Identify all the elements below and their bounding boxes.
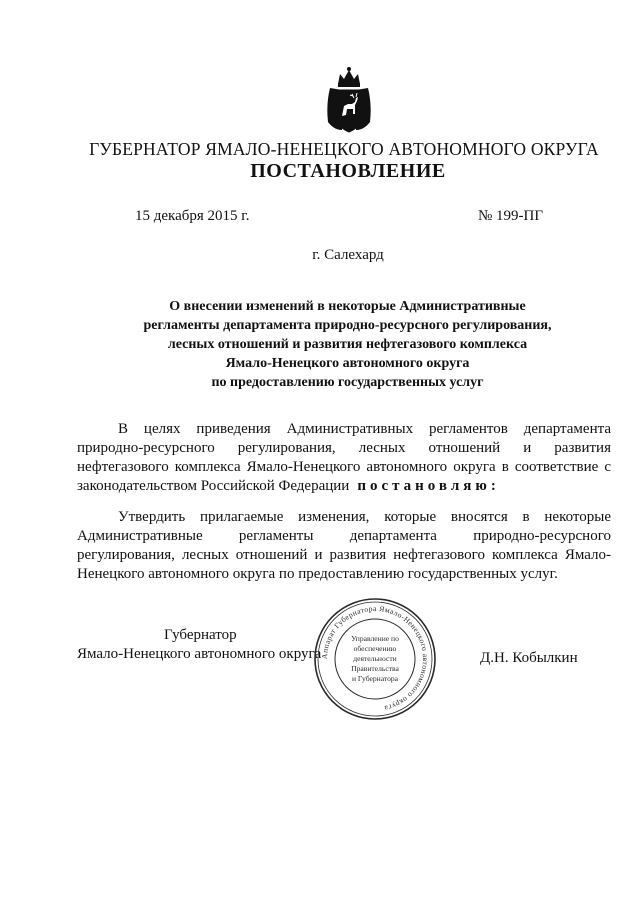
- paragraph-line: нефтегазового комплекса Ямало-Ненецкого автономного округа в соответствие с: [77, 459, 611, 475]
- document-heading: [60, 297, 635, 392]
- document-type: ПОСТАНОВЛЕНИЕ: [250, 160, 446, 182]
- document-city: г. Салехард: [312, 247, 384, 263]
- paragraph-line: Административные регламенты департамента природно-ресурсного: [77, 528, 611, 544]
- coat-of-arms-icon: [324, 64, 374, 136]
- stamp-text-line: Управление по: [351, 634, 399, 643]
- official-stamp: [313, 597, 437, 721]
- stamp-text-line: деятельности: [353, 654, 397, 663]
- stamp-text-line: и Губернатора: [351, 674, 399, 683]
- heading-line: лесных отношений и развития нефтегазового комплекса: [167, 337, 528, 352]
- signatory-title: Губернатор: [164, 627, 237, 643]
- paragraph-line: Ненецкого автономного округа по предоставлению государственных услуг.: [77, 566, 558, 582]
- paragraph-text: законодательством Российской Федерации: [77, 478, 350, 494]
- paragraph-line: регулирования, лесных отношений и развития нефтегазового комплекса Ямало-: [77, 547, 611, 563]
- preamble-paragraph: [77, 420, 611, 496]
- stamp-ring-text: Аппарат Губернатора Ямало-Ненецкого автономного округа: [319, 603, 431, 714]
- document-date: 15 декабря 2015 г.: [135, 208, 250, 224]
- decree-word: постановляю:: [357, 478, 500, 494]
- signatory-organization: Ямало-Ненецкого автономного округа: [77, 646, 322, 662]
- paragraph-line: Утвердить прилагаемые изменения, которые вносятся в некоторые: [118, 509, 611, 525]
- heading-line: по предоставлению государственных услуг: [211, 375, 484, 390]
- heading-line: Ямало-Ненецкого автономного округа: [225, 356, 470, 371]
- stamp-text-line: обеспечению: [353, 644, 397, 653]
- decision-paragraph: [77, 508, 611, 584]
- stamp-text-line: Правительства: [351, 664, 399, 673]
- heading-line: О внесении изменений в некоторые Административные: [169, 299, 526, 314]
- document-number: № 199-ПГ: [478, 208, 544, 224]
- paragraph-line: В целях приведения Административных регламентов департамента: [118, 421, 611, 437]
- organization-title: ГУБЕРНАТОР ЯМАЛО-НЕНЕЦКОГО АВТОНОМНОГО ОКРУГА: [89, 139, 599, 159]
- paragraph-line: природно-ресурсного регулирования, лесных отношений и развития: [77, 440, 611, 456]
- paragraph-line-last: [77, 477, 611, 496]
- heading-line: регламенты департамента природно-ресурсного регулирования,: [143, 318, 552, 333]
- signatory-name: Д.Н. Кобылкин: [480, 650, 578, 666]
